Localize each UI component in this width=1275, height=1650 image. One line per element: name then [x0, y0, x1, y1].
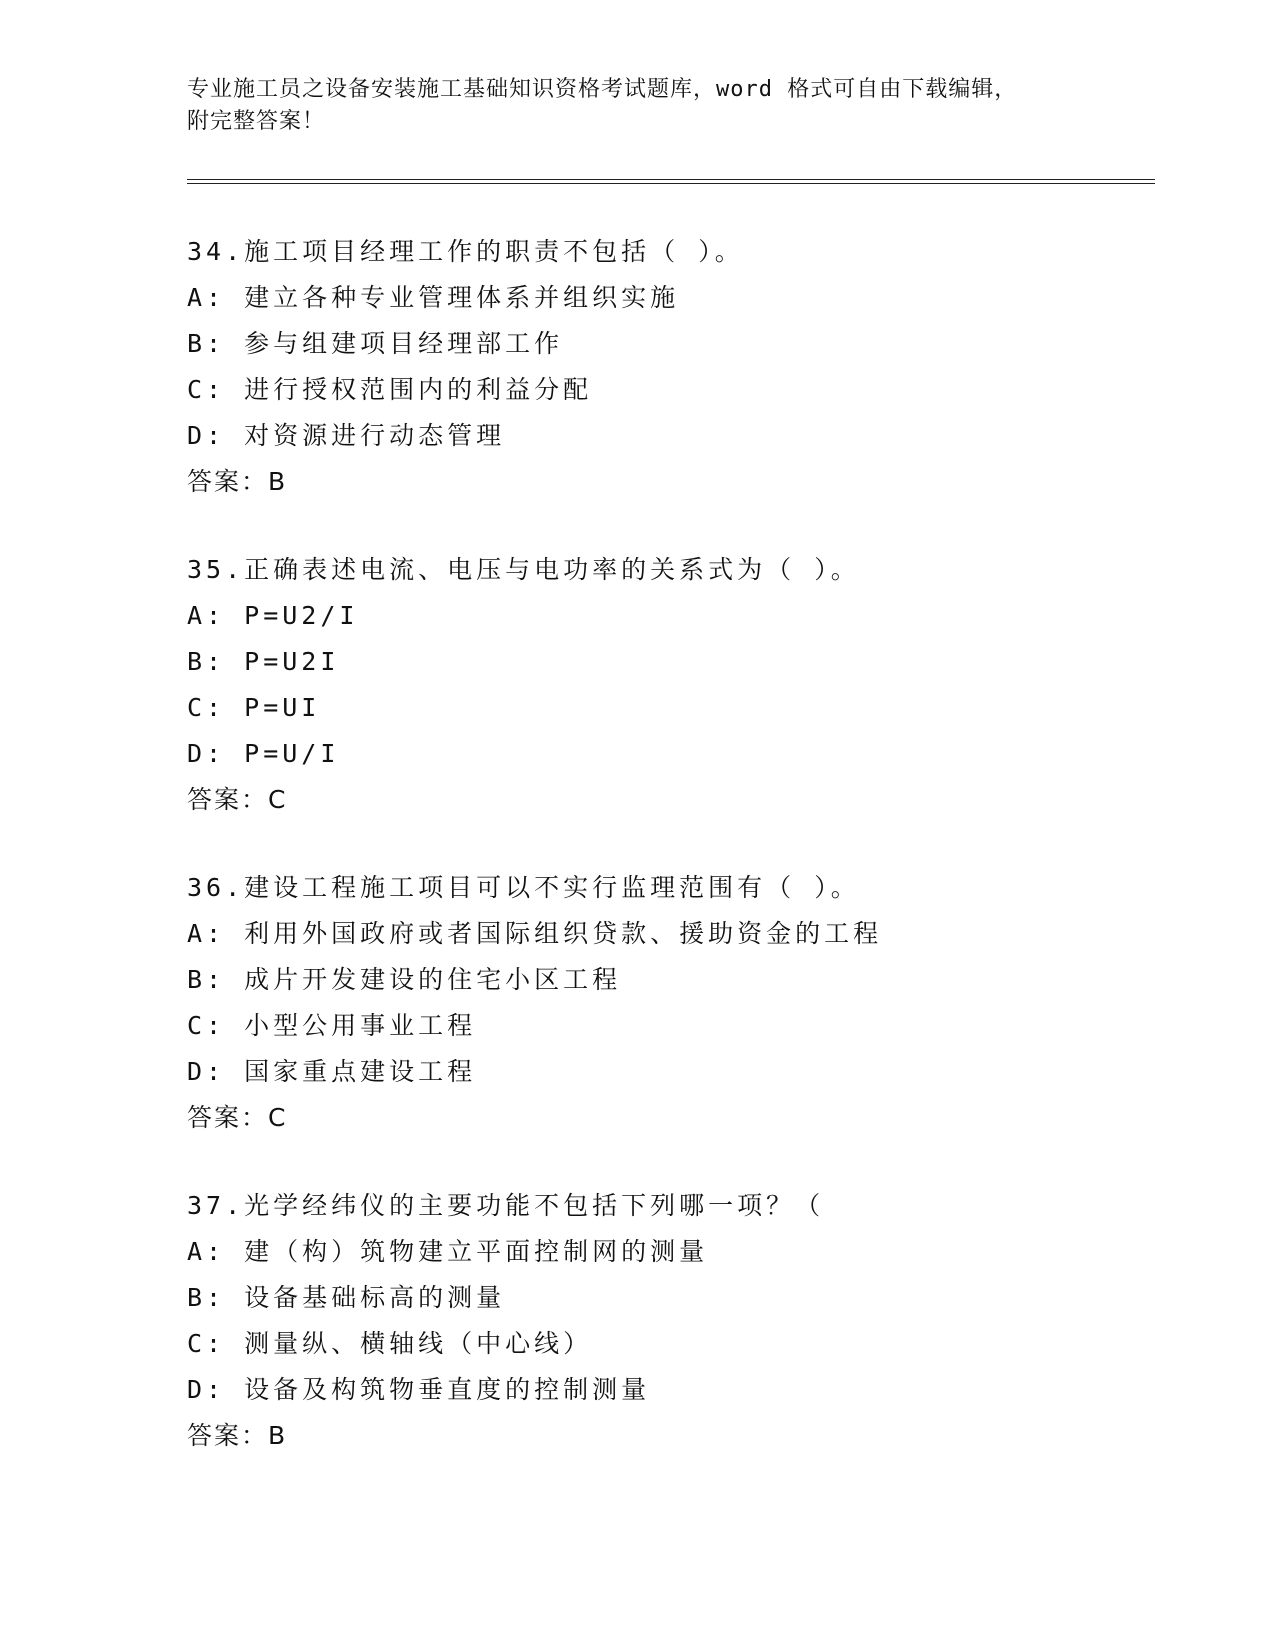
option-a: A: 建立各种专业管理体系并组织实施: [187, 283, 680, 312]
option-a: A: P=U2/I: [187, 601, 359, 630]
question-37: [187, 1183, 1187, 1459]
option-a: A: 建（构）筑物建立平面控制网的测量: [187, 1237, 709, 1266]
option-b: B: P=U2I: [187, 647, 340, 676]
header-line-2: 附完整答案！: [187, 109, 326, 134]
answer: 答案：B: [187, 467, 288, 496]
option-d: D: 国家重点建设工程: [187, 1057, 477, 1086]
answer: 答案：B: [187, 1421, 288, 1450]
question-stem: 34.施工项目经理工作的职责不包括（ ）。: [187, 237, 744, 266]
question-35: [187, 547, 1187, 823]
answer: 答案：C: [187, 785, 288, 814]
question-stem: 35.正确表述电流、电压与电功率的关系式为（ ）。: [187, 555, 860, 584]
option-d: D: 设备及构筑物垂直度的控制测量: [187, 1375, 651, 1404]
option-d: D: 对资源进行动态管理: [187, 421, 506, 450]
option-a: A: 利用外国政府或者国际组织贷款、援助资金的工程: [187, 919, 883, 948]
question-stem: 36.建设工程施工项目可以不实行监理范围有（ ）。: [187, 873, 860, 902]
question-stem: 37.光学经纬仪的主要功能不包括下列哪一项？（: [187, 1191, 825, 1220]
option-c: C: 小型公用事业工程: [187, 1011, 477, 1040]
document-header: [187, 74, 1087, 138]
option-b: B: 成片开发建设的住宅小区工程: [187, 965, 622, 994]
question-36: [187, 865, 1187, 1141]
option-c: C: 进行授权范围内的利益分配: [187, 375, 593, 404]
question-34: [187, 229, 1187, 505]
header-divider-bottom: [187, 183, 1155, 184]
header-line-1: 专业施工员之设备安装施工基础知识资格考试题库，word 格式可自由下载编辑，: [187, 77, 1018, 102]
option-b: B: 设备基础标高的测量: [187, 1283, 506, 1312]
header-divider-top: [187, 179, 1155, 180]
option-b: B: 参与组建项目经理部工作: [187, 329, 564, 358]
answer: 答案：C: [187, 1103, 288, 1132]
option-c: C: P=UI: [187, 693, 321, 722]
option-c: C: 测量纵、横轴线（中心线）: [187, 1329, 593, 1358]
option-d: D: P=U/I: [187, 739, 340, 768]
